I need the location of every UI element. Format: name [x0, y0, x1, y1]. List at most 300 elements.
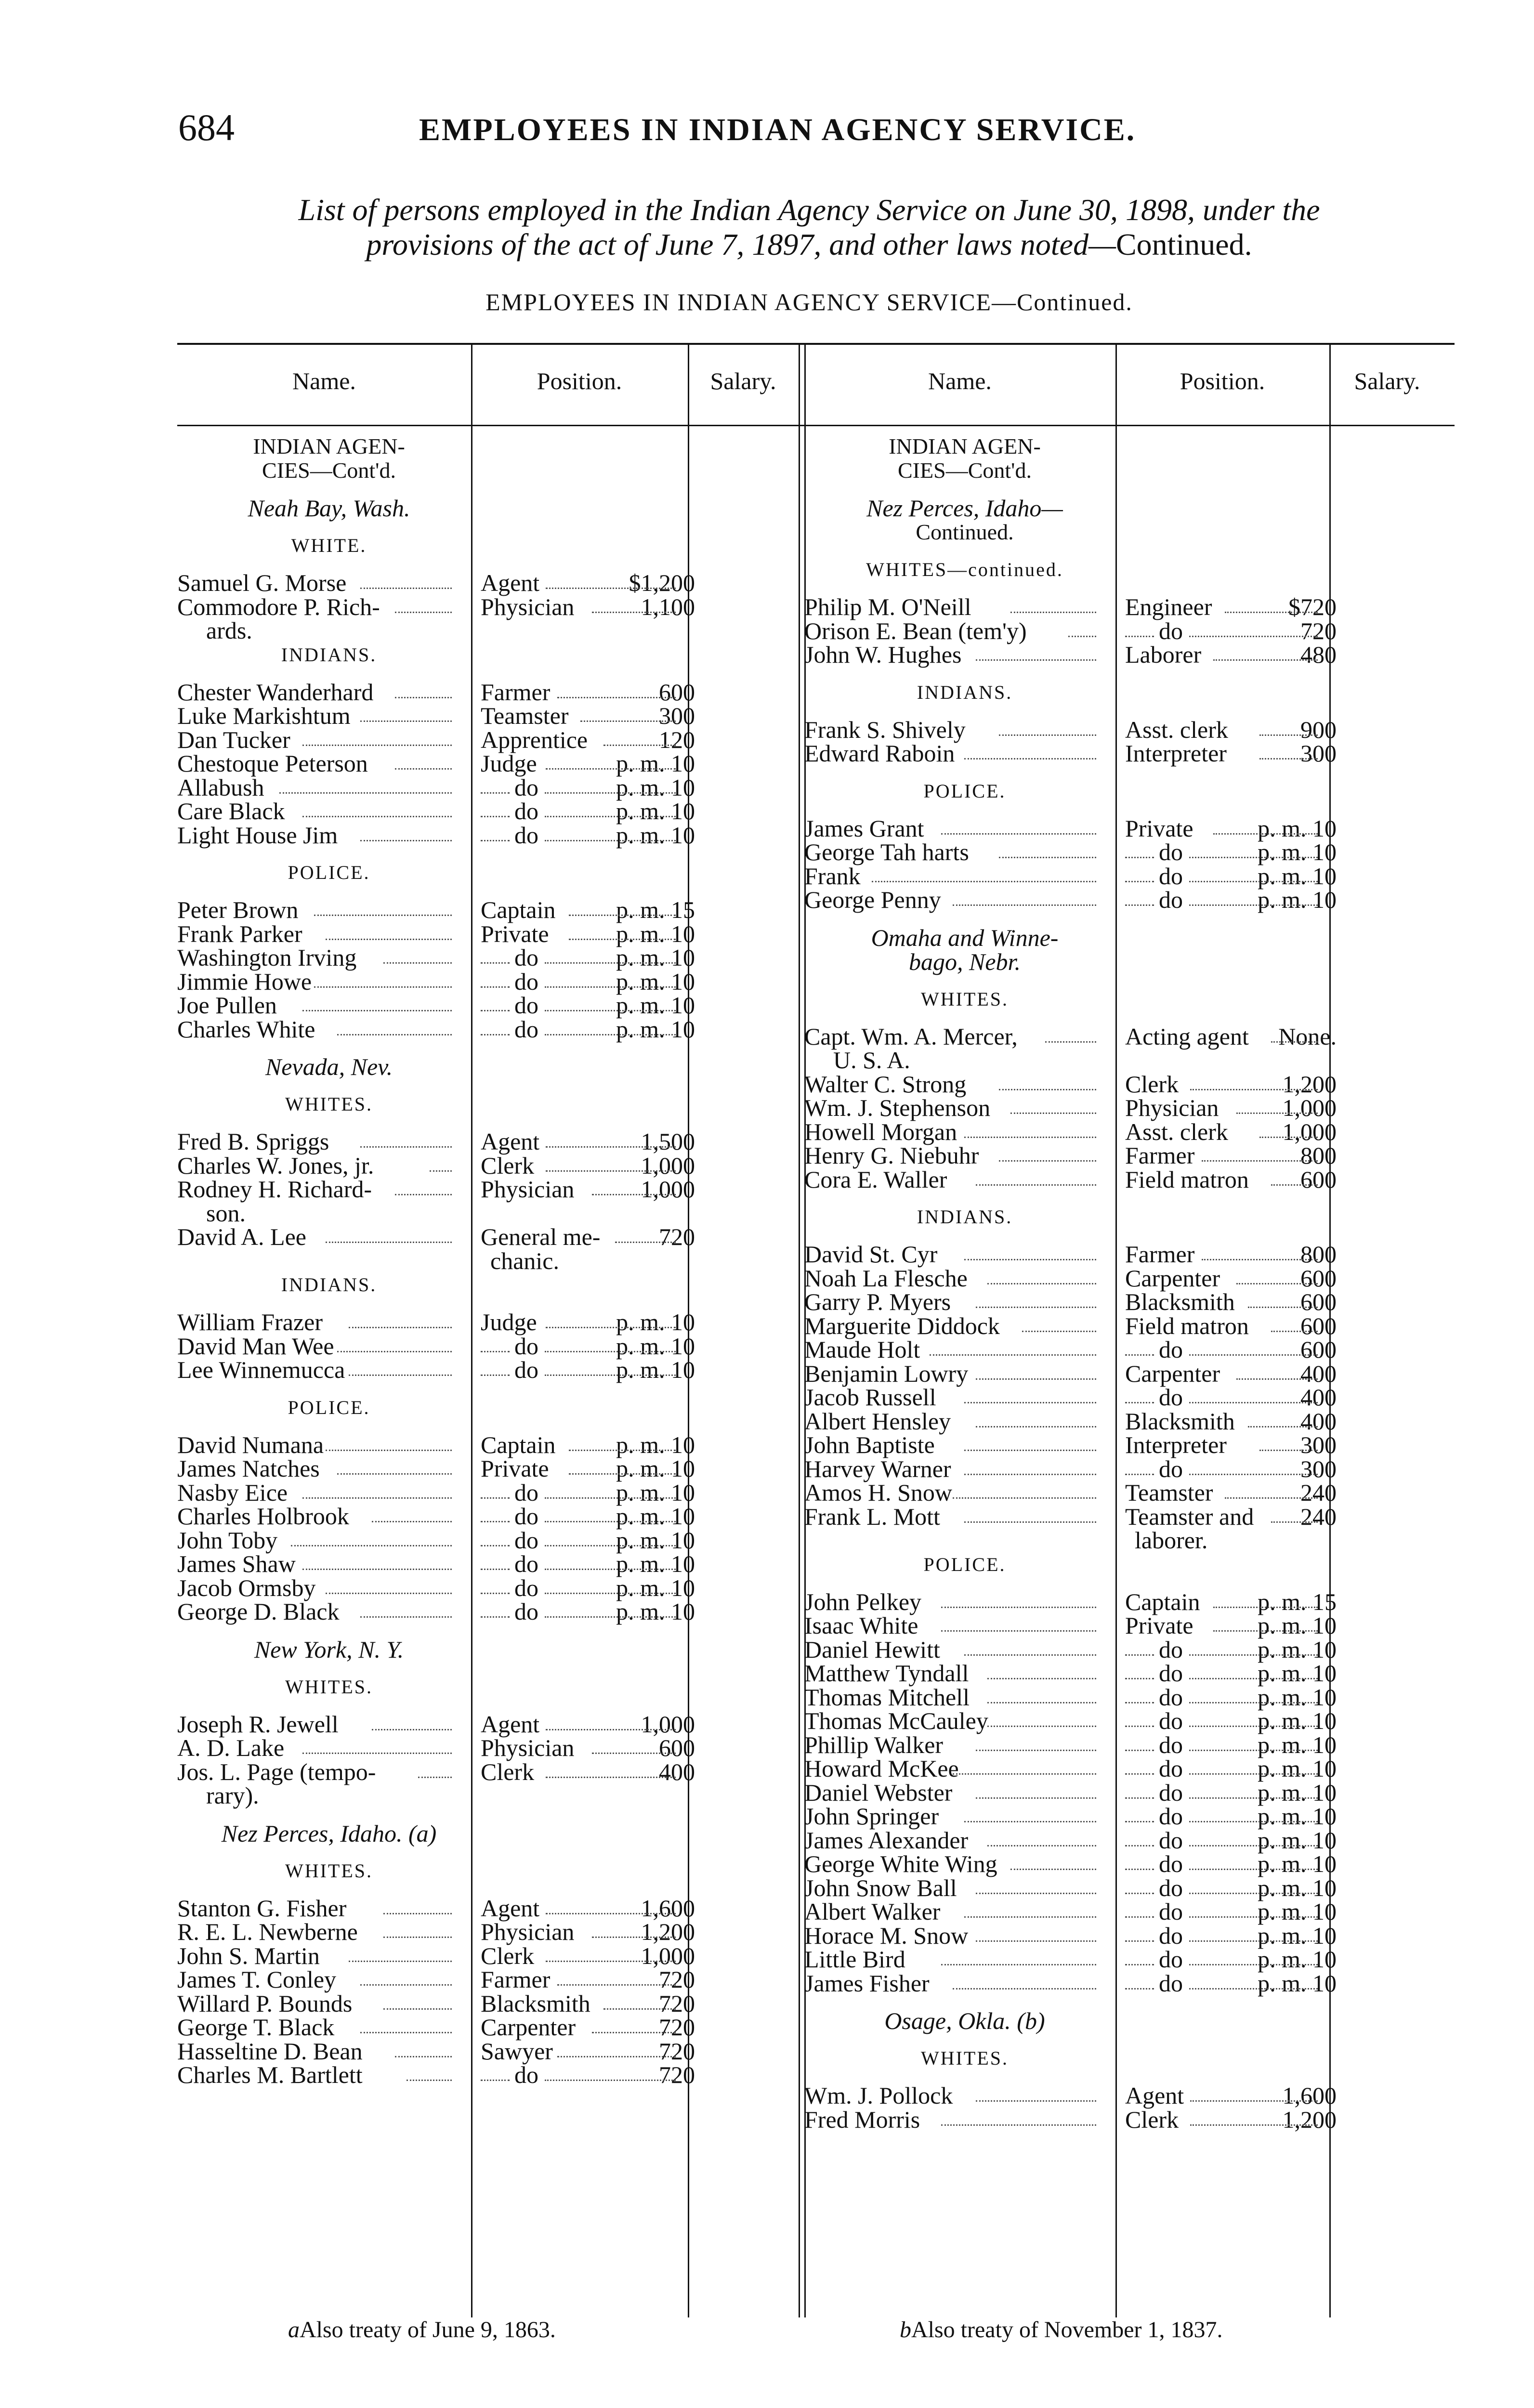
dot-leader — [1045, 1032, 1096, 1043]
employee-name: Amos H. Snow — [804, 1479, 952, 1506]
table-row — [177, 1989, 827, 2017]
dot-leader — [976, 1175, 1096, 1186]
employee-salary: p. m. 15 — [1258, 1588, 1337, 1615]
dot-leader — [546, 1317, 676, 1328]
dot-leader — [1259, 1127, 1318, 1138]
employee-position: Physician — [481, 1918, 575, 1945]
dot-leader — [360, 1975, 452, 1986]
dot-leader — [592, 2022, 676, 2033]
employee-position: do — [1159, 1803, 1183, 1830]
employee-name: Joseph R. Jewell — [177, 1710, 339, 1738]
table-row — [804, 1733, 1455, 1757]
dot-leader — [1189, 871, 1318, 882]
dot-leader — [545, 1511, 676, 1522]
section-heading: Osage, Okla. (b) — [884, 2007, 1045, 2034]
employee-position: Agent — [481, 569, 540, 596]
employee-position: Carpenter — [481, 2014, 576, 2041]
ditto-leader — [481, 1511, 510, 1522]
table-row — [804, 1165, 1455, 1193]
ditto-leader — [1125, 1645, 1154, 1656]
employee-position: do — [1159, 1874, 1183, 1901]
spacer — [804, 766, 1455, 779]
employee-name: son. — [206, 1199, 246, 1227]
employee-position: Acting agent — [1125, 1022, 1249, 1050]
employee-salary: p. m. 10 — [1258, 1803, 1337, 1830]
employee-name: John W. Hughes — [804, 641, 962, 668]
employee-name: Garry P. Myers — [804, 1288, 951, 1315]
employee-name: Albert Hensley — [804, 1407, 951, 1435]
table-row — [804, 1948, 1455, 1972]
employee-name: rary). — [206, 1782, 259, 1809]
section-heading: POLICE. — [288, 1396, 370, 1418]
column-header-salary: Salary. — [1354, 367, 1420, 394]
footnote-b-marker: b — [900, 2317, 911, 2343]
employee-salary: 400 — [1300, 1360, 1337, 1387]
employee-salary: $1,200 — [629, 569, 695, 596]
right-employee-table — [804, 343, 1455, 2317]
dot-leader — [546, 1951, 676, 1962]
employee-position: Clerk — [1125, 2106, 1179, 2133]
employee-position: Physician — [1125, 1094, 1219, 1121]
employee-salary: p. m. 10 — [1258, 1731, 1337, 1758]
dot-leader — [999, 847, 1096, 858]
column-header-salary: Salary. — [710, 367, 776, 394]
dot-leader — [999, 725, 1096, 736]
employee-name: James Fisher — [804, 1969, 930, 1997]
footnotes — [177, 2316, 1454, 2355]
caption-line-2-text: provisions of the act of June 7, 1897, and other laws noted— — [366, 227, 1116, 262]
dot-leader — [337, 1341, 452, 1352]
dot-leader — [1213, 650, 1318, 661]
employee-salary: p. m. 10 — [616, 944, 695, 971]
dot-leader — [964, 1127, 1096, 1138]
table-row — [177, 821, 827, 849]
table-row — [177, 1600, 827, 1624]
employee-salary: 720 — [659, 2037, 695, 2065]
section-heading: Nevada, Nev. — [265, 1053, 393, 1080]
employee-salary: p. m. 10 — [616, 968, 695, 995]
dot-leader — [976, 650, 1096, 661]
employee-position: laborer. — [1135, 1527, 1208, 1554]
employee-position: do — [1159, 1455, 1183, 1482]
employee-name: David Numana — [177, 1431, 324, 1458]
dot-leader — [1190, 1079, 1318, 1090]
employee-salary: p. m. 15 — [616, 896, 695, 923]
footnote-a — [288, 2316, 556, 2343]
employee-position: do — [1159, 1636, 1183, 1663]
employee-position: do — [514, 1479, 538, 1506]
employee-name: Daniel Hewitt — [804, 1636, 940, 1663]
dot-leader — [360, 578, 452, 589]
dot-leader — [546, 1161, 676, 1172]
spacer — [177, 847, 827, 861]
dot-leader — [1189, 1740, 1318, 1751]
table-row — [804, 864, 1455, 889]
dot-leader — [545, 1607, 676, 1618]
dot-leader — [976, 1931, 1096, 1942]
table-row — [804, 1757, 1455, 1781]
dot-leader — [360, 1607, 452, 1618]
employee-salary: 300 — [1300, 1431, 1337, 1458]
employee-name: John Baptiste — [804, 1431, 935, 1458]
dot-leader — [383, 1903, 452, 1914]
spacer — [177, 1845, 827, 1859]
table-row — [177, 898, 827, 922]
employee-name: Philip M. O'Neill — [804, 593, 971, 620]
spacer — [804, 667, 1455, 681]
employee-position: chanic. — [490, 1247, 559, 1274]
employee-name: Wm. J. Stephenson — [804, 1094, 991, 1121]
table-row — [177, 2037, 827, 2065]
dot-leader — [557, 687, 676, 698]
employee-salary: p. m. 10 — [616, 1598, 695, 1625]
employee-name: Stanton G. Fisher — [177, 1894, 347, 1922]
dot-leader — [872, 871, 1096, 882]
dot-leader — [603, 735, 676, 746]
ditto-leader — [481, 1559, 510, 1570]
employee-salary: p. m. 10 — [1258, 838, 1337, 865]
spacer — [804, 912, 1455, 926]
employee-salary: 300 — [1300, 740, 1337, 767]
employee-name: Walter C. Strong — [804, 1070, 967, 1098]
ditto-leader — [1125, 1788, 1154, 1799]
dot-leader — [953, 1978, 1096, 1989]
table-row — [804, 595, 1455, 619]
table-row — [804, 1876, 1455, 1900]
dot-leader — [592, 1927, 676, 1938]
dot-leader — [302, 735, 452, 746]
dot-leader — [976, 1788, 1096, 1799]
page-header — [178, 106, 1430, 164]
table-row — [177, 1358, 827, 1382]
employee-position: Physician — [481, 1734, 575, 1761]
dot-leader — [302, 1000, 452, 1011]
dot-leader — [430, 1161, 452, 1172]
employee-name: Hasseltine D. Bean — [177, 2037, 363, 2065]
dot-leader — [395, 759, 452, 770]
dot-leader — [326, 929, 452, 940]
employee-salary: p. m. 10 — [1258, 1707, 1337, 1734]
dot-leader — [941, 824, 1096, 835]
dot-leader — [1189, 1978, 1318, 1989]
dot-leader — [545, 1583, 676, 1594]
employee-salary: p. m. 10 — [1258, 862, 1337, 890]
employee-salary: p. m. 10 — [1258, 814, 1337, 842]
dot-leader — [337, 1024, 452, 1035]
right-table-rows — [804, 434, 1455, 2132]
dot-leader — [326, 1232, 452, 1243]
spacer — [177, 483, 827, 496]
table-row — [804, 1314, 1455, 1338]
employee-position: Teamster — [1125, 1479, 1213, 1506]
ditto-leader — [481, 1000, 510, 1011]
table-row — [804, 1826, 1455, 1854]
employee-salary: 1,600 — [1282, 2082, 1337, 2109]
employee-name: Daniel Webster — [804, 1779, 953, 1806]
employee-position: Field matron — [1125, 1312, 1249, 1339]
dot-leader — [1189, 1835, 1318, 1846]
employee-position: Teamster — [481, 702, 569, 729]
employee-name: Care Black — [177, 798, 285, 824]
spacer — [804, 1995, 1455, 2009]
employee-salary: 1,500 — [641, 1128, 695, 1155]
section-heading: POLICE. — [923, 1553, 1006, 1575]
section-heading: CIES—Cont'd. — [898, 458, 1032, 483]
section-heading: bago, Nebr. — [909, 948, 1021, 975]
employee-name: Chester Wanderhard — [177, 678, 374, 706]
employee-name: Chestoque Peterson — [177, 750, 368, 777]
dot-leader — [545, 953, 676, 964]
dot-leader — [1271, 1032, 1318, 1043]
employee-name: Willard P. Bounds — [177, 1989, 353, 2017]
ditto-leader — [481, 783, 510, 794]
employee-position: Clerk — [481, 1758, 535, 1785]
dot-leader — [545, 1000, 676, 1011]
employee-name: John Toby — [177, 1526, 278, 1554]
dot-leader — [1189, 1764, 1318, 1775]
dot-leader — [592, 1743, 676, 1754]
employee-position: do — [1159, 1922, 1183, 1949]
employee-name: David Man Wee — [177, 1332, 334, 1360]
employee-name: Orison E. Bean (tem'y) — [804, 617, 1027, 644]
table-row — [177, 1199, 827, 1227]
employee-name: Charles W. Jones, jr. — [177, 1152, 374, 1179]
employee-salary: 600 — [1300, 1336, 1337, 1363]
dot-leader — [1213, 1621, 1318, 1632]
table-row — [804, 1969, 1455, 1997]
ditto-leader — [481, 1341, 510, 1352]
employee-salary: p. m. 10 — [1258, 1874, 1337, 1901]
caption-continued: Continued. — [1115, 227, 1252, 262]
employee-salary: p. m. 10 — [1258, 1683, 1337, 1711]
employee-salary: p. m. 10 — [616, 798, 695, 824]
employee-position: Farmer — [481, 678, 551, 706]
table-row — [177, 595, 827, 619]
table-row — [804, 840, 1455, 864]
table-row — [177, 1310, 827, 1335]
dot-leader — [976, 1416, 1096, 1427]
employee-name: Luke Markishtum — [177, 702, 351, 729]
dot-leader — [360, 2022, 452, 2033]
employee-salary: p. m. 10 — [616, 1431, 695, 1458]
employee-salary: 720 — [659, 1966, 695, 1993]
employee-salary: 1,200 — [641, 1918, 695, 1945]
table-row — [177, 1760, 827, 1784]
employee-position: do — [514, 821, 538, 849]
employee-position: Judge — [481, 750, 537, 777]
employee-name: John Snow Ball — [804, 1874, 957, 1901]
employee-salary: p. m. 10 — [616, 1526, 695, 1554]
section-heading: WHITES. — [920, 2047, 1009, 2069]
employee-salary: 720 — [659, 1989, 695, 2017]
ditto-leader — [1125, 1740, 1154, 1751]
employee-name: George White Wing — [804, 1850, 997, 1877]
dot-leader — [279, 783, 452, 794]
employee-position: do — [1159, 1683, 1183, 1711]
employee-position: do — [514, 1574, 538, 1601]
employee-position: Captain — [481, 896, 556, 923]
employee-salary: 480 — [1300, 641, 1337, 668]
table-row — [177, 728, 827, 752]
section-heading: INDIANS. — [917, 681, 1013, 703]
table-top-rule — [177, 343, 827, 345]
dot-leader — [569, 1440, 676, 1451]
table-row — [804, 1048, 1455, 1073]
dot-leader — [569, 905, 676, 916]
section-heading: WHITES. — [285, 1675, 373, 1698]
dot-leader — [395, 1184, 452, 1195]
employee-name: William Frazer — [177, 1309, 323, 1335]
dot-leader — [964, 1464, 1096, 1475]
spacer — [804, 483, 1455, 496]
employee-name: Cora E. Waller — [804, 1165, 947, 1193]
caption-line-2 — [173, 227, 1445, 262]
employee-salary: p. m. 10 — [1258, 1946, 1337, 1973]
employee-position: do — [1159, 1384, 1183, 1411]
dot-leader — [545, 977, 676, 988]
employee-position: Clerk — [481, 1942, 535, 1969]
employee-name: Light House Jim — [177, 821, 338, 849]
ditto-leader — [1125, 1716, 1154, 1727]
column-header-name: Name. — [292, 367, 356, 394]
spacer — [804, 974, 1455, 987]
employee-position: Carpenter — [1125, 1264, 1220, 1292]
dot-leader — [1189, 626, 1318, 637]
table-row — [177, 1481, 827, 1505]
section-heading: POLICE. — [923, 780, 1006, 802]
employee-name: David St. Cyr — [804, 1241, 938, 1268]
table-row — [804, 1433, 1455, 1457]
table-row — [804, 1022, 1455, 1050]
employee-position: do — [514, 944, 538, 971]
dot-leader — [964, 1907, 1096, 1918]
dot-leader — [964, 1392, 1096, 1403]
employee-salary: p. m. 10 — [1258, 1898, 1337, 1925]
spacer — [177, 1808, 827, 1821]
dot-leader — [302, 1488, 452, 1499]
spacer — [804, 544, 1455, 558]
ditto-leader — [1125, 1692, 1154, 1703]
employee-position: Clerk — [481, 1152, 535, 1179]
table-row — [804, 1243, 1455, 1267]
employee-position: Agent — [481, 1710, 540, 1738]
employee-position: Captain — [481, 1431, 556, 1458]
employee-salary: p. m. 10 — [616, 1574, 695, 1601]
employee-salary: p. m. 10 — [1258, 1969, 1337, 1997]
ditto-leader — [1125, 1345, 1154, 1356]
employee-position: Asst. clerk — [1125, 716, 1228, 743]
table-row — [177, 1894, 827, 1922]
employee-position: Laborer — [1125, 641, 1202, 668]
employee-salary: p. m. 10 — [1258, 1779, 1337, 1806]
ditto-leader — [481, 806, 510, 817]
employee-position: Blacksmith — [481, 1989, 590, 2017]
table-row — [804, 1338, 1455, 1362]
employee-salary: p. m. 10 — [616, 1015, 695, 1043]
dot-leader — [314, 977, 452, 988]
table-row — [804, 1683, 1455, 1711]
dot-leader — [1236, 1369, 1318, 1380]
section-heading: WHITES. — [285, 1859, 373, 1882]
dot-leader — [1189, 1645, 1318, 1656]
ditto-leader — [1125, 1811, 1154, 1822]
running-title: EMPLOYEES IN INDIAN AGENCY SERVICE. — [419, 112, 1136, 147]
footnote-a-marker: a — [288, 2317, 300, 2343]
employee-name: Frank L. Mott — [804, 1503, 940, 1530]
footnote-a-text: Also treaty of June 9, 1863. — [300, 2317, 556, 2343]
dot-leader — [1248, 1416, 1318, 1427]
employee-name: Joe Pullen — [177, 992, 277, 1019]
ditto-leader — [1125, 1835, 1154, 1846]
dot-leader — [953, 1764, 1096, 1775]
table-row — [177, 1505, 827, 1529]
table-row — [804, 2108, 1455, 2132]
employee-name: Horace M. Snow — [804, 1922, 969, 1949]
table-row — [804, 814, 1455, 842]
dot-leader — [395, 602, 452, 613]
table-row — [804, 1290, 1455, 1314]
dot-leader — [1189, 895, 1318, 906]
employee-salary: 1,000 — [641, 1152, 695, 1179]
table-row — [804, 1614, 1455, 1638]
dot-leader — [1259, 1440, 1318, 1451]
dot-leader — [383, 1999, 452, 2010]
table-row — [177, 1225, 827, 1249]
dot-leader — [302, 1743, 452, 1754]
employee-position: Private — [481, 1455, 549, 1482]
employee-salary: 800 — [1300, 1241, 1337, 1268]
employee-salary: 900 — [1300, 716, 1337, 743]
dot-leader — [557, 2046, 676, 2057]
employee-salary: 600 — [1300, 1312, 1337, 1339]
ditto-leader — [1125, 1931, 1154, 1942]
dot-leader — [976, 1740, 1096, 1751]
employee-position: do — [514, 798, 538, 824]
dot-leader — [1236, 1103, 1318, 1114]
section-heading: Nez Perces, Idaho— — [866, 495, 1063, 522]
employee-position: Asst. clerk — [1125, 1118, 1228, 1145]
dot-leader — [941, 1621, 1096, 1632]
employee-salary: 300 — [1300, 1455, 1337, 1482]
employee-salary: p. m. 10 — [616, 992, 695, 1019]
employee-position: do — [514, 773, 538, 801]
employee-name: Thomas Mitchell — [804, 1683, 970, 1711]
section-heading: Neah Bay, Wash. — [248, 495, 410, 522]
employee-position: do — [514, 2061, 538, 2088]
ditto-leader — [1125, 847, 1154, 858]
dot-leader — [987, 1668, 1096, 1679]
dot-leader — [302, 1559, 452, 1570]
dot-leader — [615, 1232, 676, 1243]
dot-leader — [1248, 1297, 1318, 1308]
dot-leader — [291, 1535, 452, 1546]
employee-name: U. S. A. — [833, 1047, 910, 1073]
section-heading: INDIANS. — [917, 1206, 1013, 1228]
employee-salary: 1,000 — [641, 1710, 695, 1738]
table-row — [177, 2063, 827, 2087]
table-row — [177, 1457, 827, 1481]
employee-name: ards. — [206, 617, 252, 644]
employee-position: do — [1159, 1898, 1183, 1925]
employee-position: do — [1159, 1660, 1183, 1687]
employee-name: Charles Holbrook — [177, 1503, 349, 1530]
employee-salary: 720 — [1300, 617, 1337, 644]
section-heading: INDIAN AGEN- — [253, 434, 405, 458]
employee-position: Interpreter — [1125, 1431, 1227, 1458]
employee-name: Charles White — [177, 1015, 315, 1043]
dot-leader — [1022, 1321, 1096, 1332]
employee-name: James T. Conley — [177, 1966, 337, 1993]
